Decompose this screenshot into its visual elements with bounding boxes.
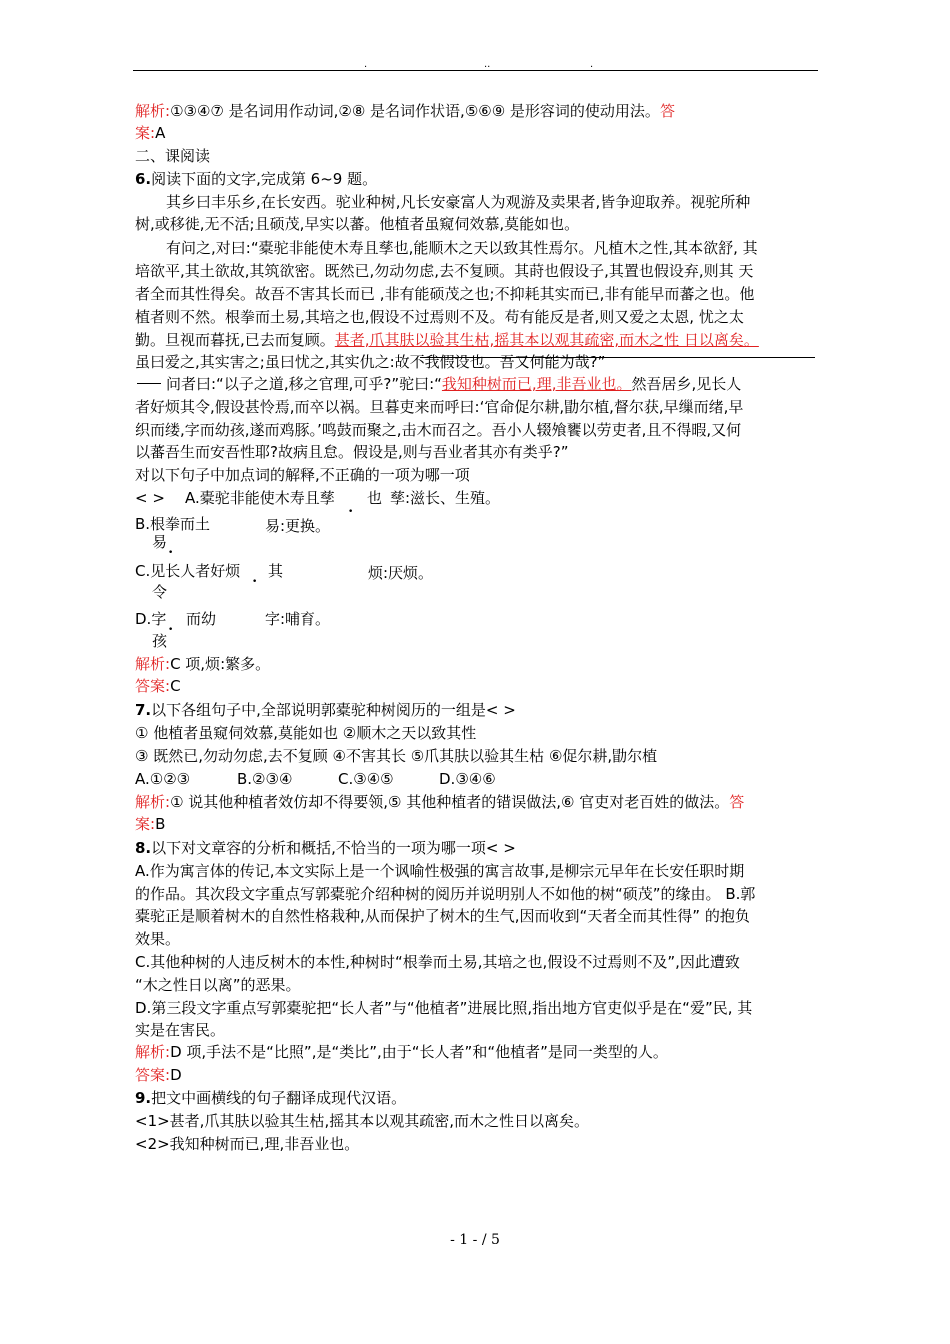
q6-optD-mid: 而幼 xyxy=(186,610,217,628)
q6-optD-text: 孩 xyxy=(152,632,168,650)
q6-optD-gloss: 字:哺育。 xyxy=(265,610,331,628)
q6-para3-line: 者好烦其令,假设甚怜焉,而卒以祸。旦暮吏来而呼曰:‘官命促尔耕,勖尔植,督尔获,早缫而绪,早 xyxy=(135,398,744,416)
q8-option-line: D.第三段文字重点写郭橐驼把“长人者”与“他植者”进展比照,指出地方官吏似乎是在“爱”民, 其 xyxy=(135,999,753,1017)
q8-option-line: C.其他种树的人违反树木的本性,种树时“根拳而土易,其培之也,假设不过焉则不及”,因此遭致 xyxy=(135,953,740,971)
q6-optA-gloss: 孳:滋长、生殖。 xyxy=(390,489,501,507)
section-title: 二、课阅读 xyxy=(135,147,211,165)
q8-option-line: 效果。 xyxy=(135,930,181,948)
emphasis-dot: • xyxy=(168,548,174,558)
q7-answer: 案:B xyxy=(135,815,166,833)
q6-para1-line: 其乡曰丰乐乡,在长安西。驼业种树,凡长安豪富人为观游及卖果者,皆争迎取养。视驼所种 xyxy=(166,193,751,211)
overline-mark xyxy=(420,357,815,358)
q6-optC-text: C.见长人者好烦 xyxy=(135,562,241,580)
q6-optC-mid: 其 xyxy=(268,562,284,580)
q6-optB-text: 易 xyxy=(152,533,168,551)
q6-para3-line: 问者曰:“以子之道,移之官理,可乎?”驼曰:“我知种树而已,理,非吾业也。然吾居乡,见长人 xyxy=(166,375,742,393)
q7-prompt: 7.以下各组句子中,全部说明郭橐驼种树阅历的一组是< > xyxy=(135,701,516,719)
emphasis-dot: • xyxy=(168,625,174,635)
page-number: - 1 - / 5 xyxy=(450,1232,500,1248)
q6-answer: 答案:C xyxy=(135,677,181,695)
header-dot: . xyxy=(364,59,368,70)
q6-para3-line: 织而缕,字而幼孩,遂而鸡豚。’鸣鼓而聚之,击木而召之。吾小人辍飧饔以劳吏者,且不得暇,又何 xyxy=(135,421,742,439)
q6-para1-line: 树,或移徙,无不活;且硕茂,早实以蕃。他植者虽窥伺效慕,莫能如也。 xyxy=(135,215,580,233)
q7-choice: D.③④⑥ xyxy=(439,770,496,788)
emphasis-dot: • xyxy=(252,577,258,587)
header-dot: .. xyxy=(484,59,491,70)
q8-prompt: 8.以下对文章容的分析和概括,不恰当的一项为哪一项< > xyxy=(135,839,516,857)
q6-optC-text: 令 xyxy=(152,583,168,601)
q5-answer: 案:A xyxy=(135,124,166,142)
q5-analysis: 解析:①③④⑦ 是名词用作动词,②⑧ 是名词作状语,⑤⑥⑨ 是形容词的使动用法。答 xyxy=(135,102,675,120)
q8-option-line: 橐驼正是顺着树木的自然性格栽种,从而保护了树木的生气,因而收到“天者全而其性得” 的抱负 xyxy=(135,907,750,925)
q6-para3-line: 以蕃吾生而安吾性耶?故病且怠。假设是,则与吾业者其亦有类乎?” xyxy=(135,443,569,461)
q7-choice: A.①②③ xyxy=(135,770,191,788)
header-rule xyxy=(133,70,818,71)
q6-question: 对以下句子中加点词的解释,不正确的一项为哪一项 xyxy=(135,466,470,484)
overline-mark xyxy=(137,383,161,384)
q8-answer: 答案:D xyxy=(135,1066,182,1084)
underlined-sentence-1: 甚者,爪其肤以验其生枯,摇其本以观其疏密,而木之性 日以离矣。 xyxy=(334,331,759,349)
q9-prompt: 9.把文中画横线的句子翻译成现代汉语。 xyxy=(135,1089,407,1107)
q6-optB-text: B.根拳而土 xyxy=(135,515,211,533)
q6-para2-line: 勤。旦视而暮抚,已去而复顾。甚者,爪其肤以验其生枯,摇其本以观其疏密,而木之性 日以离矣。 xyxy=(135,331,759,349)
q7-row: ① 他植者虽窥伺效慕,莫能如也 ②顺木之天以致其性 xyxy=(135,724,477,742)
q6-para2-line: 者全而其性得矣。故吾不害其长而已 ,非有能硕茂之也;不抑耗其实而已,非有能早而蕃之也。他 xyxy=(135,285,755,303)
q9-item: <1>甚者,爪其肤以验其生枯,摇其本以观其疏密,而木之性日以离矣。 xyxy=(135,1112,589,1130)
q6-optA-paren: < > xyxy=(135,489,165,507)
emphasis-dot: • xyxy=(348,507,354,517)
q6-prompt: 6.阅读下面的文字,完成第 6~9 题。 xyxy=(135,170,378,188)
header-dot: . xyxy=(590,59,594,70)
q6-optC-gloss: 烦:厌烦。 xyxy=(368,564,434,582)
q9-item: <2>我知种树而已,理,非吾业也。 xyxy=(135,1135,360,1153)
q8-option-line: 实是在害民。 xyxy=(135,1021,226,1039)
q8-option-line: A.作为寓言体的传记,本文实际上是一个讽喻性极强的寓言故事,是柳宗元早年在长安任职时期 xyxy=(135,862,745,880)
q6-optA-sentence: A.橐驼非能使木寿且孳 xyxy=(185,489,335,507)
q6-optB-gloss: 易:更换。 xyxy=(265,517,331,535)
q7-analysis: 解析:① 说其他种植者效仿却不得要领,⑤ 其他种植者的错误做法,⑥ 官吏对老百姓的做法。答 xyxy=(135,793,745,811)
q8-option-line: “木之性日以离”的恶果。 xyxy=(135,976,301,994)
q6-para2-line: 虽曰爱之,其实害之;虽曰忧之,其实仇之:故不我假设也。吾又何能为哉?” xyxy=(135,353,606,371)
q6-para2-line: 培欲平,其土欲故,其筑欲密。既然已,勿动勿虑,去不复顾。其莳也假设子,其置也假设弃,则其 天 xyxy=(135,262,754,280)
q6-para2-line: 植者则不然。根拳而土易,其培之也,假设不过焉则不及。苟有能反是者,则又爱之太恩, 忧之太 xyxy=(135,308,744,326)
q7-choice: C.③④⑤ xyxy=(338,770,394,788)
q8-option-line: 的作品。其次段文字重点写郭橐驼介绍种树的阅历并说明别人不如他的树“硕茂”的缘由。 B.郭 xyxy=(135,885,756,903)
q7-choice: B.②③④ xyxy=(237,770,293,788)
q8-analysis: 解析:D 项,手法不是“比照”,是“类比”,由于“长人者”和“他植者”是同一类型的人。 xyxy=(135,1043,668,1061)
q7-row: ③ 既然已,勿动勿虑,去不复顾 ④不害其长 ⑤爪其肤以验其生枯 ⑥促尔耕,勖尔植 xyxy=(135,747,658,765)
q6-analysis: 解析:C 项,烦:繁多。 xyxy=(135,655,271,673)
q6-optD-text: D.字 xyxy=(135,610,167,628)
underlined-sentence-2: 我知种树而已,理,非吾业也。 xyxy=(441,375,632,393)
q6-para2-line: 有问之,对曰:“橐驼非能使木寿且孳也,能顺木之天以致其性焉尔。凡植木之性,其本欲舒, 其 xyxy=(166,239,758,257)
q6-optA-suffix: 也 xyxy=(367,489,383,507)
